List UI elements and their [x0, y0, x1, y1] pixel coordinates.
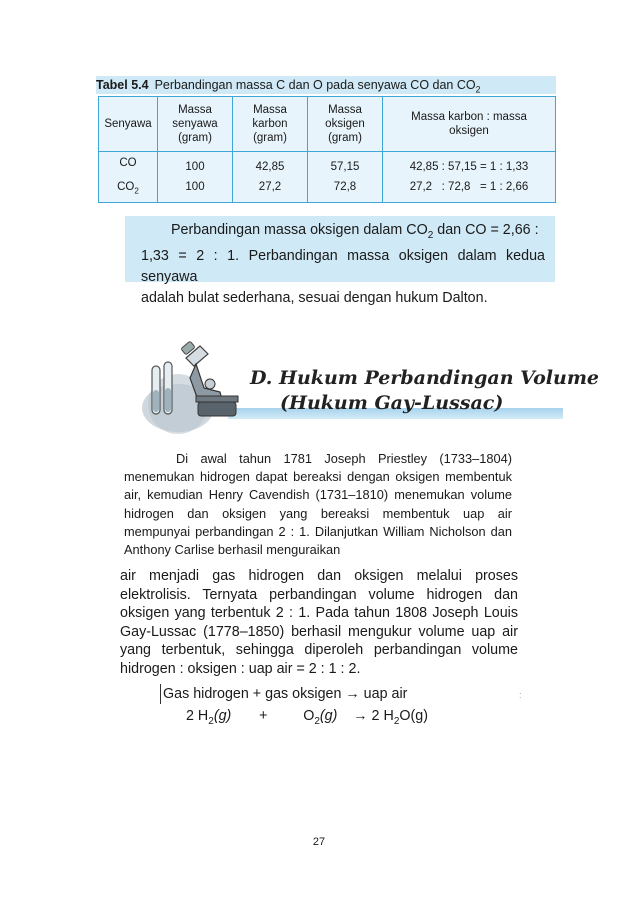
margin-mark: :	[519, 690, 522, 700]
note-line2: 1,33 = 2 : 1. Perbandingan massa oksigen dalam kedua senyawa	[141, 247, 545, 285]
note-line1: Perbandingan massa oksigen dalam $CO_2$ dan CO = 2,66 :	[171, 222, 539, 241]
section-title	[250, 366, 599, 416]
cell-mass-oxygen: 57,15 72,8	[308, 152, 383, 203]
cell-compound: CO $CO_2$	[99, 152, 158, 203]
mass-ratio-table	[98, 96, 556, 203]
microscope-icon	[138, 338, 248, 434]
page-number: 27	[312, 836, 326, 848]
note-box	[125, 216, 555, 306]
header-ratio: Massa karbon : massa oksigen	[383, 97, 556, 152]
cell-ratio: 42,85 : 57,15 = 1 : 1,33 27,2 : 72,8 = 1 : 2,66	[383, 152, 556, 203]
table-caption-text: Perbandingan massa C dan O pada senyawa CO dan CO	[154, 78, 476, 92]
section-title-line1: D. Hukum Perbandingan Volume	[250, 367, 600, 389]
section-title-line2: (Hukum Gay-Lussac)	[280, 392, 504, 414]
cell-mass-carbon: 42,85 27,2	[233, 152, 308, 203]
table-caption-sub: 2	[475, 84, 481, 95]
table-label: Tabel 5.4	[96, 78, 149, 92]
table-header-row	[99, 97, 556, 152]
equation-formula: 2 $H_2(g)$ + $O_2(g)$ → 2 $H_2O(g)$	[186, 708, 428, 727]
paragraph-gay-lussac: air menjadi gas hidrogen dan oksigen melalui proses elektrolisis. Ternyata perbandingan volume hidrogen dan oksigen yang terbentuk 2 : 1. Pada tahun 1808 Joseph Louis Gay-Lussac (1778–1850) berhasil mengukur volume uap air yang terbentuk, sehingga diperoleh perbandingan volume hidrogen : oksigen : uap air = 2 : 1 : 2.	[120, 568, 518, 677]
table-data-row	[99, 152, 556, 203]
header-compound: Senyawa	[99, 97, 158, 152]
header-mass-compound: Massa senyawa (gram)	[158, 97, 233, 152]
note-line3: adalah bulat sederhana, sesuai dengan hukum Dalton.	[141, 289, 488, 306]
cell-mass-compound: 100 100	[158, 152, 233, 203]
header-mass-oxygen: Massa oksigen (gram)	[308, 97, 383, 152]
table-caption	[96, 76, 556, 94]
paragraph-history: Di awal tahun 1781 Joseph Priestley (1733–1804) menemukan hidrogen dapat bereaksi dengan oksigen membentuk air, kemudian Henry Cavendish (1731–1810) menemukan volume hidrogen dan oksigen yang bereaksi membentuk uap air mempunyai perbandingan 2 : 1. Dilanjutkan William Nicholson dan Anthony Carlise berhasil menguraikan	[124, 451, 512, 558]
header-mass-carbon: Massa karbon (gram)	[233, 97, 308, 152]
equation-words: Gas hidrogen + gas oksigen → uap air	[160, 684, 407, 704]
